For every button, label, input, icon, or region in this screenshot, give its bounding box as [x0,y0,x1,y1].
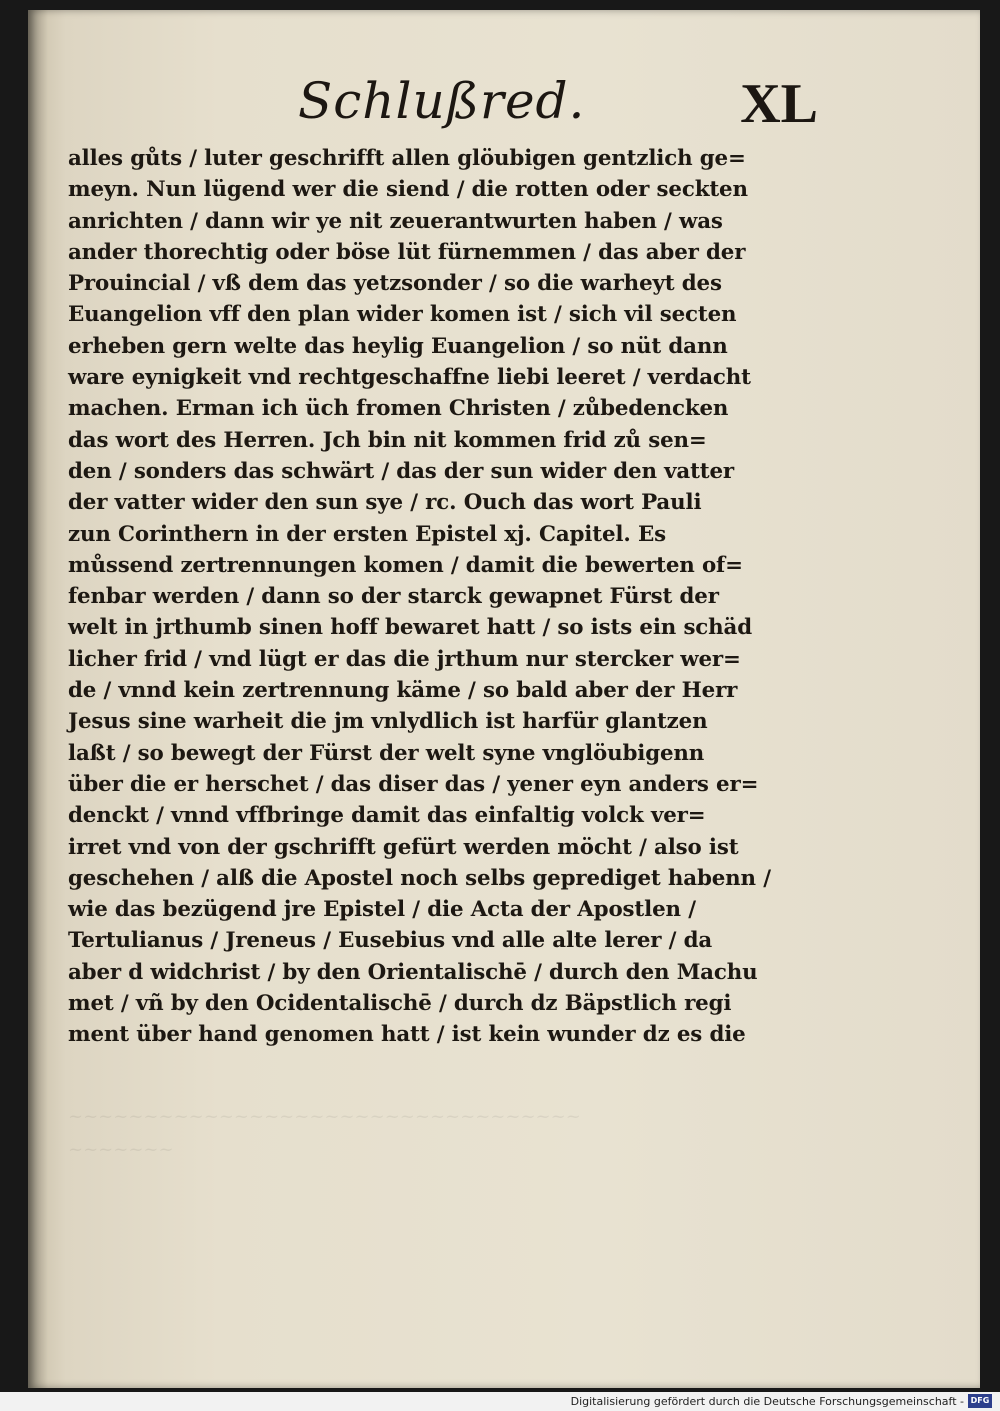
book-page [28,10,980,1388]
text-line: machen. Erman ich üch fromen Christen / zůbedencken [68,396,729,422]
text-line: geschehen / alß die Apostel noch selbs geprediget habenn / [68,865,771,891]
text-line: licher frid / vnd lügt er das die jrthum nur stercker wer= [68,646,741,672]
text-line: meyn. Nun lügend wer die siend / die rotten oder seckten [68,177,748,203]
body-text [68,143,798,1051]
digitization-credit: Digitalisierung gefördert durch die Deutsche Forschungsgemeinschaft - [570,1395,964,1408]
text-line: den / sonders das schwärt / das der sun wider den vatter [68,458,735,484]
text-line: de / vnnd kein zertrennung käme / so bald aber der Herr [68,678,738,704]
text-line: met / vñ by den Ocidentalischē / durch dz Bäpstlich regi [68,991,732,1017]
folio-number: XL [740,73,818,135]
text-line: anrichten / dann wir ye nit zeuerantwurten haben / was [68,208,723,234]
dfg-logo: DFG [968,1394,992,1408]
text-line: alles gůts / luter geschrifft allen glöubigen gentzlich ge= [68,146,746,171]
text-line: der vatter wider den sun sye / rc. Ouch das wort Pauli [68,490,702,516]
text-line: Prouincial / vß dem das yetzsonder / so die warheyt des [68,271,722,297]
text-line: das wort des Herren. Jch bin nit kommen frid zů sen= [68,427,707,453]
footer-strip [0,1392,1000,1411]
text-line: Euangelion vff den plan wider komen ist / sich vil secten [68,302,737,328]
text-line: erheben gern welte das heylig Euangelion / so nüt dann [68,333,728,359]
show-through-text: ~~~~~~~~~~~~~~~~~~~~~~~~~~~~~~~~~~ ~~~~~~~ [68,1106,581,1160]
text-line: Tertulianus / Jreneus / Eusebius vnd alle alte lerer / da [68,928,713,954]
text-line: fenbar werden / dann so der starck gewapnet Fürst der [68,584,719,610]
running-head [298,72,818,142]
text-line: denckt / vnnd vffbringe damit das einfaltig volck ver= [68,803,706,829]
text-line: zun Corinthern in der ersten Epistel xj. Capitel. Es [68,521,666,547]
text-line: laßt / so bewegt der Fürst der welt syne vnglöubigenn [68,740,705,766]
text-line: aber d widchrist / by den Orientalischē / durch den Machu [68,959,758,985]
text-line: welt in jrthumb sinen hoff bewaret hatt / so ists ein schäd [68,615,753,641]
text-line: ander thorechtig oder böse lüt fürnemmen / das aber der [68,239,746,265]
spine-shadow [28,10,48,1388]
text-line: wie das bezügend jre Epistel / die Acta der Apostlen / [68,897,696,923]
running-head-title: Schlußred. [298,72,586,130]
text-line: můssend zertrennungen komen / damit die bewerten of= [68,552,743,578]
text-line: ware eynigkeit vnd rechtgeschaffne liebi leeret / verdacht [68,365,751,391]
text-line: ment über hand genomen hatt / ist kein wunder dz es die [68,1022,746,1048]
text-line: über die er herschet / das diser das / yener eyn anders er= [68,771,759,797]
text-line: irret vnd von der gschrifft gefürt werden möcht / also ist [68,834,739,860]
text-line: Jesus sine warheit die jm vnlydlich ist harfür glantzen [68,709,708,735]
